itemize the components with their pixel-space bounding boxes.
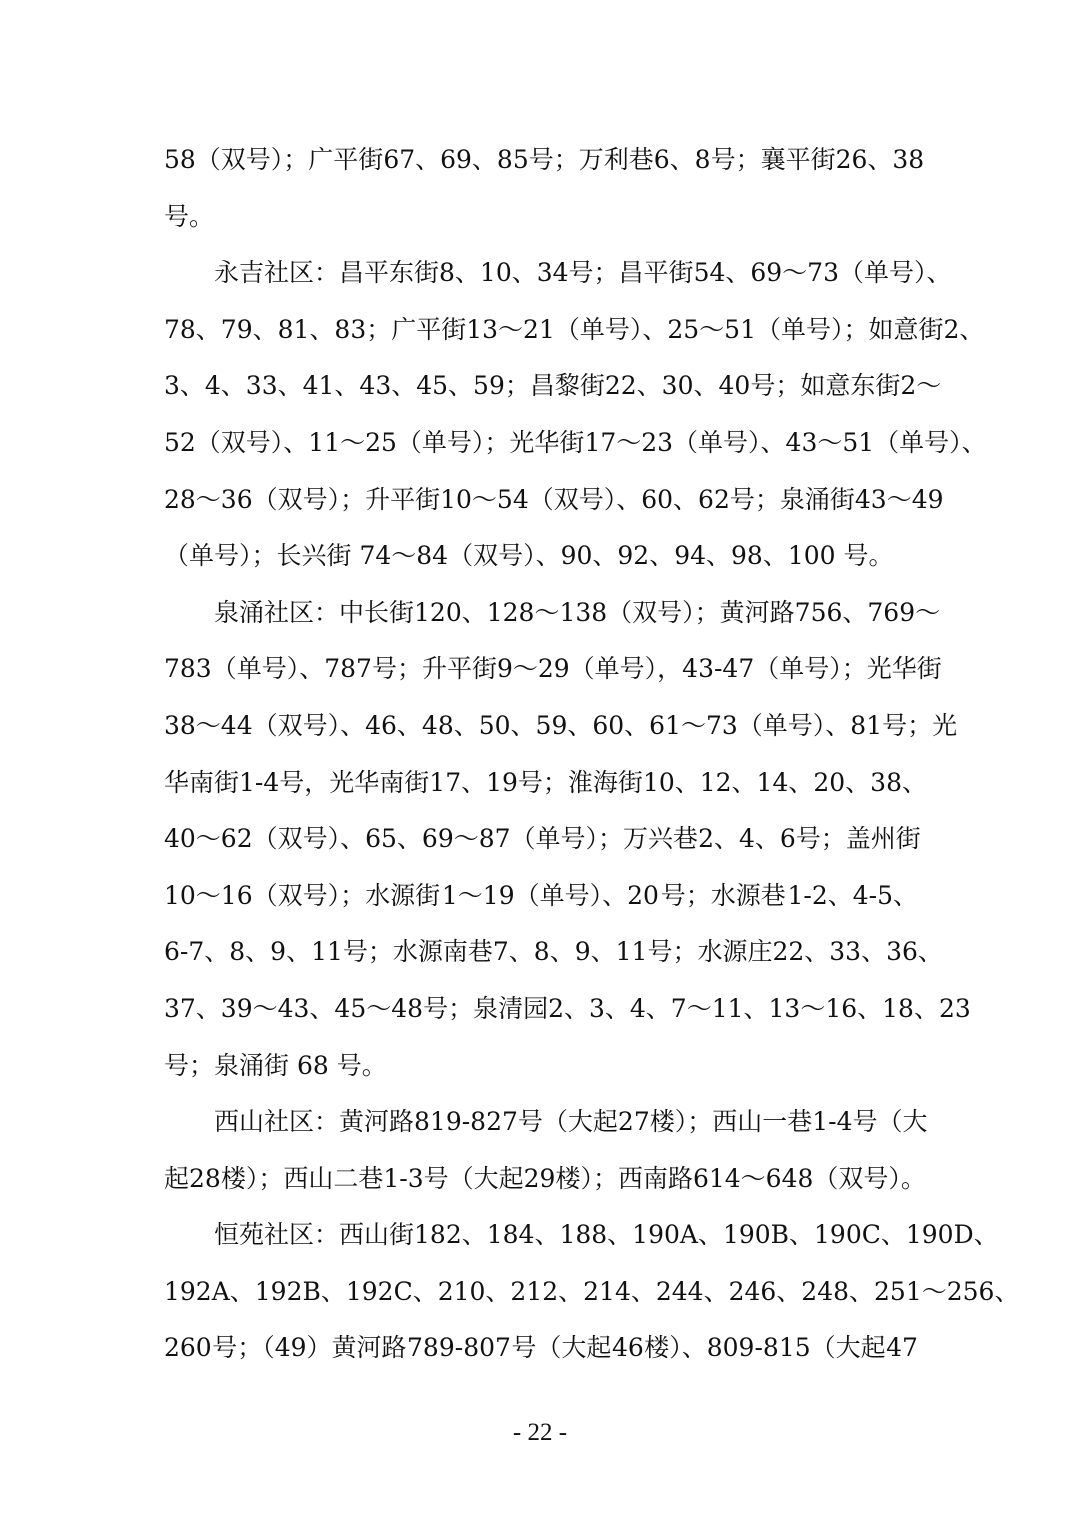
text-segment: 泉涌社区：中长街: [214, 597, 415, 627]
text-segment: 182、184、188、190A、190B、190C、190D、: [414, 1220, 999, 1250]
text-line: [164, 1207, 999, 1264]
text-segment: 6、8: [653, 145, 711, 174]
text-line: [164, 528, 918, 585]
text-segment: 67、69、85: [383, 145, 529, 174]
text-segment: 号；水源庄: [647, 937, 773, 967]
text-segment: 22、30、40: [604, 371, 751, 401]
text-line: [164, 811, 921, 868]
text-segment: 号；如意东街: [750, 371, 901, 401]
text-segment: 号（大起: [511, 1333, 612, 1363]
text-line: [164, 472, 944, 529]
text-segment: 1～19（单号）、20: [441, 880, 659, 910]
text-segment: 号；盖州街: [795, 824, 921, 854]
text-segment: 号；泉清园: [423, 993, 549, 1023]
text-line: [164, 1151, 926, 1208]
text-segment: 楼）、809-815（大起: [644, 1333, 886, 1363]
text-segment: 10～54（双号）、60、62: [440, 484, 730, 514]
text-line-content: 号。: [164, 201, 215, 231]
text-segment: 22、33、36、: [772, 937, 943, 967]
text-line: [164, 641, 942, 698]
text-segment: 3、4、33、41、43、45、59；昌黎街: [164, 371, 605, 401]
text-segment: 起: [164, 1163, 190, 1193]
text-segment: 号；水源南巷: [342, 937, 493, 967]
text-segment: 52（双号）、11～25（单号）；光华街: [164, 427, 585, 457]
text-line-content: 号；泉涌街 68 号。: [164, 1050, 387, 1080]
text-segment: 号；泉涌街: [729, 484, 855, 514]
text-segment: 号；昌平街: [568, 258, 694, 288]
text-line: [164, 415, 987, 472]
text-segment: 614～648（双号）。: [692, 1163, 926, 1193]
text-segment: 号（大: [852, 1107, 928, 1137]
text-line: [164, 189, 918, 246]
text-segment: 192A、192B、192C、: [164, 1276, 438, 1306]
text-segment: 43～49: [854, 484, 944, 514]
text-segment: 华南街: [164, 767, 240, 797]
text-segment: 2、: [943, 314, 985, 344]
text-segment: 29: [523, 1163, 556, 1193]
text-segment: 10、12、14、20、38、: [642, 767, 927, 797]
text-segment: 楼）；西山二巷: [220, 1163, 384, 1193]
text-line: [164, 698, 958, 755]
page-number: - 22 -: [512, 1419, 568, 1446]
text-segment: 210、212、214、244、246、248、251～256、: [437, 1276, 1020, 1306]
text-segment: 819-827: [414, 1107, 518, 1137]
text-segment: 2～: [900, 371, 942, 401]
text-segment: 号；万利巷: [528, 145, 654, 174]
text-line: [164, 1320, 918, 1377]
text-segment: 号；襄平街: [710, 145, 836, 174]
text-segment: 120、128～138（双号）；黄河路: [414, 597, 795, 627]
text-segment: 17～23（单号）、43～51（单号）、: [584, 427, 987, 457]
text-segment: 号（大起: [423, 1163, 524, 1193]
text-line: [164, 585, 941, 642]
text-segment: 恒苑社区：西山街: [214, 1220, 415, 1250]
text-segment: 1-4: [239, 767, 280, 797]
text-segment: 号；光: [882, 710, 958, 740]
text-line: [164, 755, 927, 812]
text-segment: 756、769～: [794, 597, 941, 627]
text-segment: 号；水源巷: [660, 880, 786, 910]
text-segment: 号；升平街: [371, 654, 497, 684]
text-segment: 260: [164, 1333, 212, 1363]
text-segment: 37、39～43、45～48: [164, 993, 424, 1023]
text-segment: 2、3、4、7～11、13～16、18、23: [548, 993, 971, 1023]
text-segment: 号；（49）黄河路: [212, 1333, 407, 1363]
text-segment: 楼）；西山一巷: [649, 1107, 813, 1137]
text-segment: 46: [611, 1333, 644, 1363]
text-line: [164, 1264, 1020, 1321]
text-segment: 78、79、81、83；广平街: [164, 314, 467, 344]
text-segment: 27: [617, 1107, 650, 1137]
text-segment: 1-4: [812, 1107, 853, 1137]
text-segment: 2、4、6: [698, 824, 796, 854]
text-segment: 58（双号）；广平街: [164, 145, 384, 174]
text-line: [164, 981, 971, 1038]
text-segment: 西山社区：黄河路: [214, 1107, 415, 1137]
text-line: [164, 358, 942, 415]
text-segment: 号（大起: [517, 1107, 618, 1137]
text-line: [164, 302, 985, 359]
text-segment: 9～29（单号），43-47（单号）；光华街: [496, 654, 942, 684]
text-segment: 1-3: [383, 1163, 424, 1193]
text-segment: 38～44（双号）、46、48、50、59、60、61～73（单号）、81: [164, 710, 883, 740]
text-segment: 楼）；西南路: [555, 1163, 693, 1193]
text-segment: 8、10、34: [439, 258, 569, 288]
text-line: [164, 1094, 928, 1151]
text-segment: 783（单号）、787: [164, 654, 372, 684]
text-segment: 28～36（双号）；升平街: [164, 484, 441, 514]
text-segment: 54、69～73（单号）、: [693, 258, 952, 288]
text-line-content: （单号）；长兴街 74～84（双号）、90、92、94、98、100 号。: [164, 541, 894, 571]
text-segment: 47: [886, 1333, 918, 1363]
text-line: [164, 1038, 918, 1095]
text-line: [164, 132, 925, 189]
text-segment: 40～62（双号）、65、69～87（单号）；万兴巷: [164, 824, 699, 854]
text-line: [164, 245, 952, 302]
text-line: [164, 924, 943, 981]
text-line: [164, 868, 918, 925]
text-segment: 号；淮海街: [517, 767, 643, 797]
text-segment: 1-2、4-5、: [787, 880, 918, 910]
text-segment: 26、38: [835, 145, 925, 174]
text-segment: 13～21（单号）、25～51（单号）；如意街: [466, 314, 944, 344]
text-segment: 789-807: [407, 1333, 511, 1363]
body-text: [164, 132, 1020, 1377]
text-segment: 6-7、8、9、11: [164, 937, 343, 967]
text-segment: 28: [189, 1163, 221, 1193]
text-segment: 10～16（双号）；水源街: [164, 880, 441, 910]
text-segment: 7、8、9、11: [492, 937, 648, 967]
text-segment: 号，光华南街: [279, 767, 430, 797]
text-segment: 17、19: [429, 767, 518, 797]
text-segment: 永吉社区：昌平东街: [214, 258, 440, 288]
